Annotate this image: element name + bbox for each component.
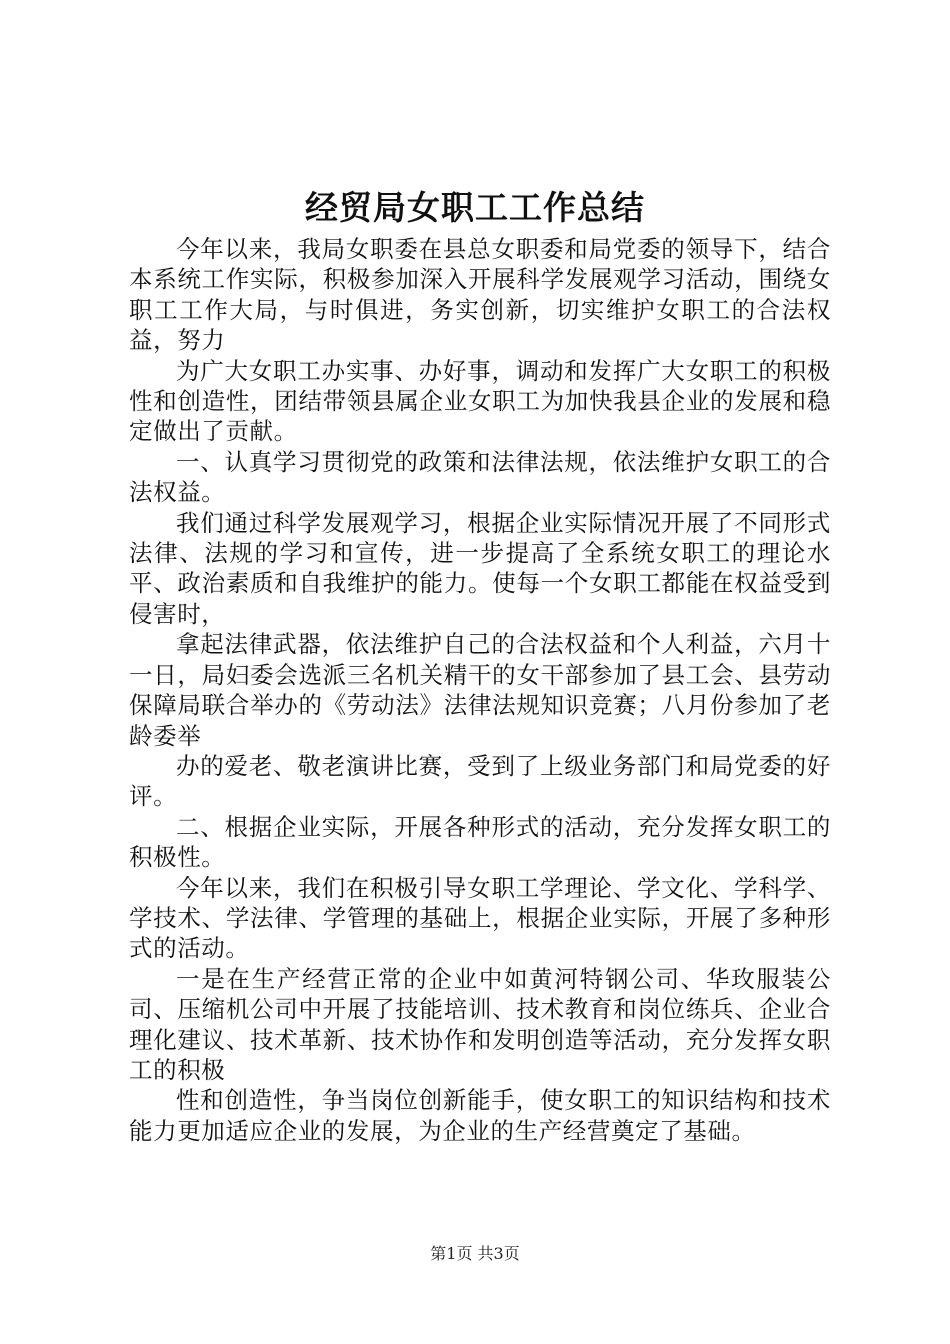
paragraph: 性和创造性，争当岗位创新能手，使女职工的知识结构和技术能力更加适应企业的发展，为企业的生产经营奠定了基础。 xyxy=(129,1086,831,1145)
document-title: 经贸局女职工工作总结 xyxy=(305,188,645,227)
section-heading: 二、根据企业实际，开展各种形式的活动，充分发挥女职工的积极性。 xyxy=(129,812,831,872)
paragraph: 拿起法律武器，依法维护自己的合法权益和个人利益，六月十一日，局妇委会选派三名机关精干的女干部参加了县工会、县劳动保障局联合举办的《劳动法》法律法规知识竞赛；八月份参加了老龄委举 xyxy=(129,630,831,750)
paragraph: 一是在生产经营正常的企业中如黄河特钢公司、华玫服装公司、压缩机公司中开展了技能培训、技术教育和岗位练兵、企业合理化建议、技术革新、技术协作和发明创造等活动，充分发挥女职工的积极 xyxy=(129,964,831,1084)
document-body xyxy=(129,234,831,1146)
page-indicator: 第1页 共3页 xyxy=(430,1244,520,1263)
paragraph: 我们通过科学发展观学习，根据企业实际情况开展了不同形式法律、法规的学习和宣传，进一步提高了全系统女职工的理论水平、政治素质和自我维护的能力。使每一个女职工都能在权益受到侵害时， xyxy=(129,508,831,628)
paragraph: 办的爱老、敬老演讲比赛，受到了上级业务部门和局党委的好评。 xyxy=(129,751,831,811)
paragraph: 今年以来，我局女职委在县总女职委和局党委的领导下，结合本系统工作实际，积极参加深入开展科学发展观学习活动，围绕女职工工作大局，与时俱进，务实创新，切实维护女职工的合法权益，努力 xyxy=(129,235,831,355)
paragraph: 为广大女职工办实事、办好事，调动和发挥广大女职工的积极性和创造性，团结带领县属企业女职工为加快我县企业的发展和稳定做出了贡献。 xyxy=(129,356,831,446)
section-heading: 一、认真学习贯彻党的政策和法律法规，依法维护女职工的合法权益。 xyxy=(129,447,831,507)
paragraph: 今年以来，我们在积极引导女职工学理论、学文化、学科学、学技术、学法律、学管理的基础上，根据企业实际，开展了多种形式的活动。 xyxy=(129,873,831,963)
